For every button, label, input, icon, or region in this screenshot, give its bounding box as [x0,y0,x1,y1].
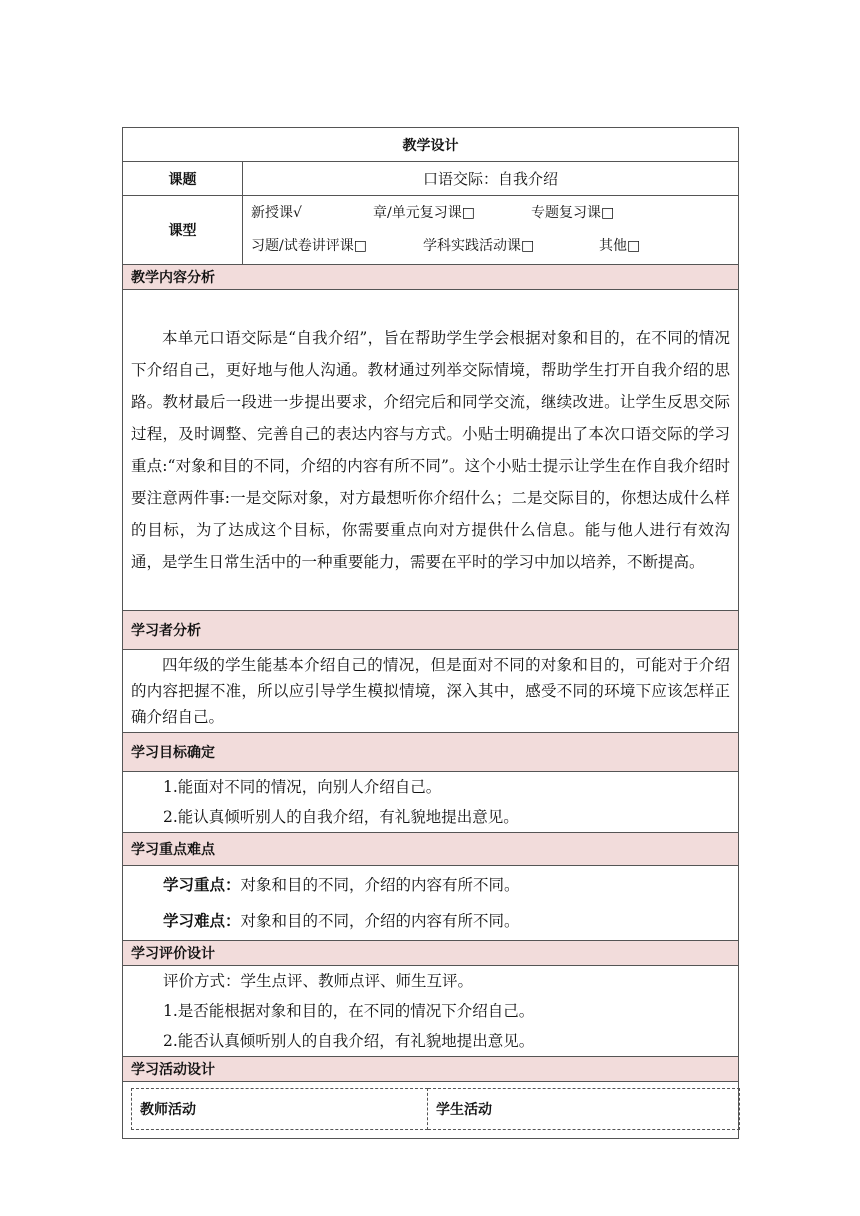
lesson-type-row-2 [251,230,738,263]
lesson-type-option: 学科实践活动课□ [423,238,535,254]
teacher-activity-header: 教师活动 [132,1089,428,1130]
key-point-text: 对象和目的不同，介绍的内容有所不同。 [240,876,520,894]
evaluation-list [123,966,739,1057]
evaluation-item: 1.是否能根据对象和目的，在不同的情况下介绍自己。 [163,1002,535,1020]
objectives-heading: 学习目标确定 [123,733,739,772]
activities-heading: 学习活动设计 [123,1057,739,1082]
key-point-label: 学习重点： [163,875,241,894]
activities-table [131,1088,740,1130]
lesson-type-options [243,196,739,265]
lesson-type-row-1 [251,197,738,230]
lesson-plan-document [122,127,738,1139]
student-activity-header: 学生活动 [428,1089,740,1130]
content-analysis-heading: 教学内容分析 [123,265,739,290]
objective-item: 1.能面对不同的情况，向别人介绍自己。 [163,778,442,796]
lesson-type-option: 专题复习课□ [531,205,615,221]
topic-value: 口语交际：自我介绍 [243,162,739,196]
lesson-plan-table [122,127,739,1139]
evaluation-heading: 学习评价设计 [123,941,739,966]
topic-label: 课题 [123,162,243,196]
key-points-heading: 学习重点难点 [123,833,739,866]
lesson-type-option: 其他□ [599,238,641,254]
lesson-type-option: 章/单元复习课□ [373,205,475,221]
difficult-point-text: 对象和目的不同，介绍的内容有所不同。 [240,912,520,930]
objective-item: 2.能认真倾听别人的自我介绍，有礼貌地提出意见。 [163,808,519,826]
lesson-type-option: 新授课√ [251,205,302,221]
content-analysis-text: 本单元口语交际是“自我介绍”，旨在帮助学生学会根据对象和目的，在不同的情况下介绍自己，更好地与他人沟通。教材通过列举交际情境，帮助学生打开自我介绍的思路。教材最后一段进一步提出要求，介绍完后和同学交流，继续改进。让学生反思交际过程，及时调整、完善自己的表达内容与方式。小贴士明确提出了本次口语交际的学习重点:“对象和目的不同，介绍的内容有所不同”。这个小贴士提示让学生在作自我介绍时要注意两件事:一是交际对象，对方最想听你介绍什么；二是交际目的，你想达成什么样的目标，为了达成这个目标，你需要重点向对方提供什么信息。能与他人进行有效沟通，是学生日常生活中的一种重要能力，需要在平时的学习中加以培养，不断提高。 [123,290,739,611]
learner-analysis-heading: 学习者分析 [123,611,739,650]
activities-container [123,1082,739,1139]
evaluation-item: 2.能否认真倾听别人的自我介绍，有礼貌地提出意见。 [163,1032,535,1050]
lesson-type-label: 课型 [123,196,243,265]
key-points-list [123,866,739,941]
objectives-list [123,772,739,833]
learner-analysis-text: 四年级的学生能基本介绍自己的情况，但是面对不同的对象和目的，可能对于介绍的内容把握不准，所以应引导学生模拟情境，深入其中，感受不同的环境下应该怎样正确介绍自己。 [123,650,739,733]
evaluation-item: 评价方式：学生点评、教师点评、师生互评。 [163,972,474,990]
lesson-type-option: 习题/试卷讲评课□ [251,238,367,254]
difficult-point-label: 学习难点： [163,911,241,930]
document-title: 教学设计 [123,128,739,162]
